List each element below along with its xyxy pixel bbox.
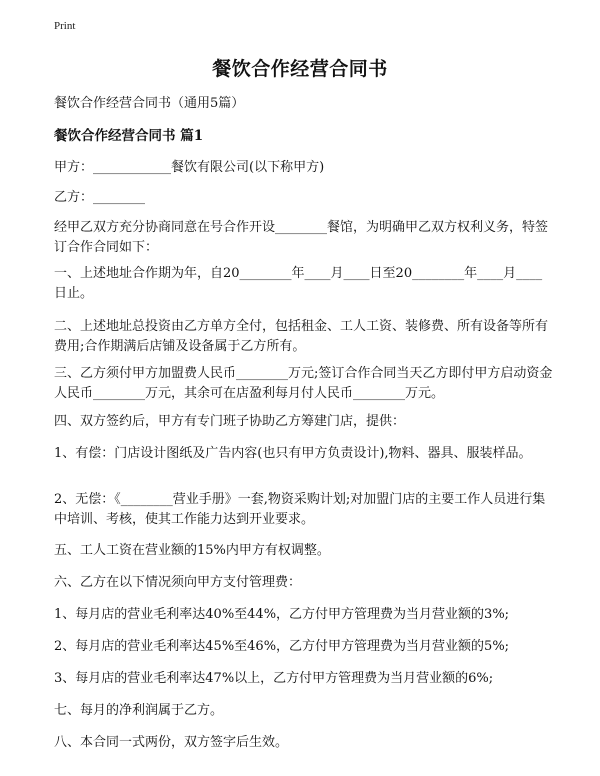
clause-1: 一、上述地址合作期为年，自20________年____月____日至20________年____月____日止。 bbox=[54, 266, 543, 301]
clause-4: 四、双方签约后，甲方有专门班子协助乙方筹建门店，提供： bbox=[54, 414, 406, 429]
clause-6: 六、乙方在以下情况须向甲方支付管理费： bbox=[54, 575, 302, 590]
clause-5: 五、工人工资在营业额的15%内甲方有权调整。 bbox=[54, 543, 330, 558]
clause-6-item-2: 2、每月店的营业毛利率达45%至46%，乙方付甲方管理费为当月营业额的5%; bbox=[54, 639, 510, 654]
clause-6-item-3: 3、每月店的营业毛利率达47%以上，乙方付甲方管理费为当月营业额的6%; bbox=[54, 671, 494, 686]
clause-3: 三、乙方须付甲方加盟费人民币________万元;签订合作合同当天乙方即付甲方启动资金人民币________万元，其余可在店盈利每月付人民币________万元。 bbox=[54, 366, 553, 401]
section-heading: 餐饮合作经营合同书 篇1 bbox=[54, 128, 204, 144]
clause-4-item-2: 2、无偿：《________营业手册》一套,物资采购计划;对加盟门店的主要工作人员进行集中培训、考核，使其工作能力达到开业要求。 bbox=[54, 492, 546, 527]
clause-6-item-1: 1、每月店的营业毛利率达40%至44%，乙方付甲方管理费为当月营业额的3%; bbox=[54, 607, 510, 622]
clause-7: 七、每月的净利润属于乙方。 bbox=[54, 703, 224, 718]
document-title: 餐饮合作经营合同书 bbox=[212, 58, 388, 80]
clause-8: 八、本合同一式两份，双方签字后生效。 bbox=[54, 735, 289, 750]
clause-4-item-1: 1、有偿：门店设计图纸及广告内容(也只有甲方负责设计),物料、器具、服装样品。 bbox=[54, 446, 532, 461]
document-subtitle: 餐饮合作经营合同书（通用5篇） bbox=[54, 96, 245, 111]
contract-preamble: 经甲乙双方充分协商同意在号合作开设________餐馆，为明确甲乙双方权利义务，特签订合作合同如下： bbox=[54, 220, 549, 255]
print-link[interactable]: Print bbox=[54, 20, 76, 32]
party-b-line: 乙方：________ bbox=[54, 190, 146, 205]
party-a-line: 甲方：____________餐饮有限公司(以下称甲方) bbox=[54, 160, 325, 175]
clause-2: 二、上述地址总投资由乙方单方全付，包括租金、工人工资、装修费、所有设备等所有费用;合作期满后店铺及设备属于乙方所有。 bbox=[54, 319, 549, 354]
